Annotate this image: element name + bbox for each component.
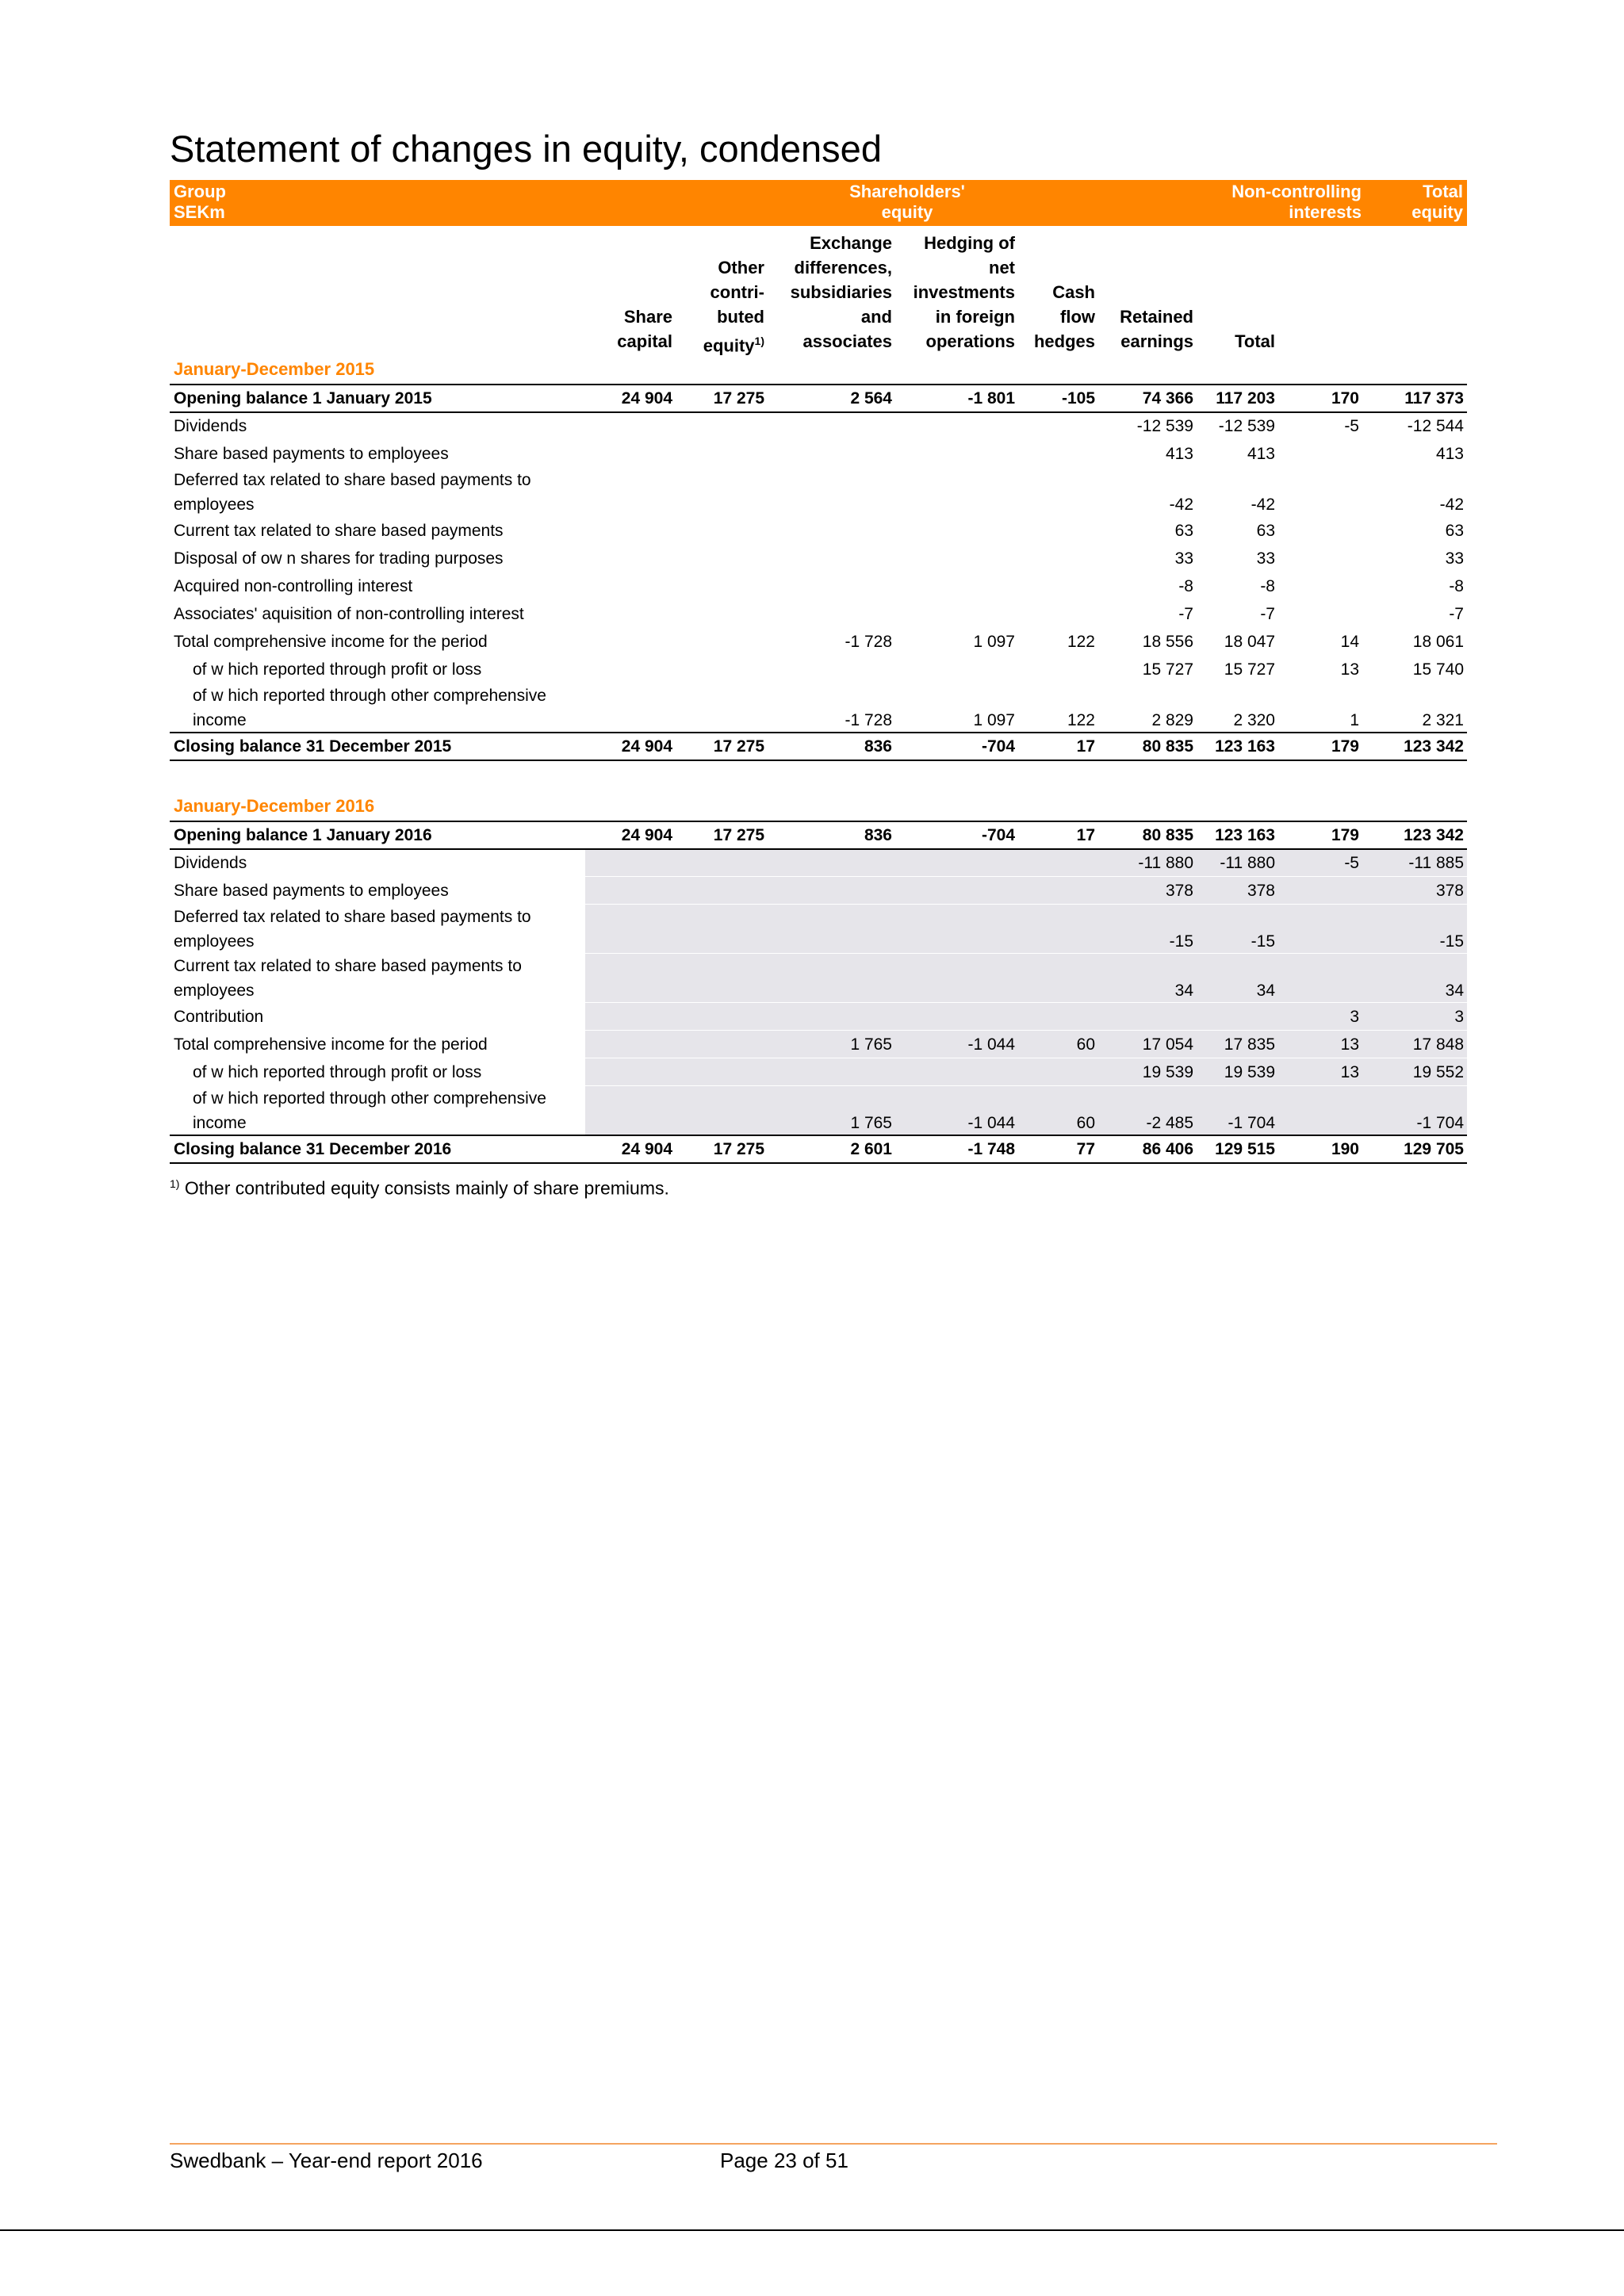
cell-value: 19 539 bbox=[1224, 1063, 1275, 1081]
cell-value: 80 835 bbox=[1142, 737, 1193, 756]
cell-value: 2 601 bbox=[850, 1140, 892, 1158]
cell-value: 2 320 bbox=[1233, 711, 1275, 729]
table-row bbox=[170, 683, 1467, 733]
cell-value: 24 904 bbox=[621, 826, 672, 844]
cell-value: 1 097 bbox=[973, 633, 1015, 651]
cell-value: 24 904 bbox=[621, 389, 672, 408]
row-label: Total comprehensive income for the period bbox=[174, 1035, 488, 1054]
column-header-2-line-3: buted bbox=[717, 307, 764, 327]
page-title: Statement of changes in equity, condensed bbox=[170, 128, 882, 170]
column-header-6-line-2: earnings bbox=[1120, 331, 1193, 351]
column-header-4-line-2: net bbox=[989, 258, 1015, 277]
header-total-line2: equity bbox=[1411, 202, 1463, 222]
column-header-4-line-5: operations bbox=[925, 331, 1015, 351]
cell-value: -1 044 bbox=[967, 1114, 1015, 1132]
cell-value: 413 bbox=[1435, 445, 1464, 463]
cell-value: 33 bbox=[1445, 549, 1464, 568]
cell-value: 15 727 bbox=[1142, 660, 1193, 679]
cell-value: -2 485 bbox=[1146, 1114, 1193, 1132]
table-row bbox=[170, 954, 1467, 1003]
cell-value: 33 bbox=[1256, 549, 1275, 568]
cell-value: 13 bbox=[1340, 660, 1359, 679]
cell-value: 170 bbox=[1331, 389, 1359, 408]
cell-value: 60 bbox=[1076, 1035, 1095, 1054]
cell-value: 60 bbox=[1076, 1114, 1095, 1132]
cell-value: 122 bbox=[1067, 633, 1095, 651]
row-label: Closing balance 31 December 2016 bbox=[174, 1140, 452, 1158]
cell-value: 117 203 bbox=[1216, 389, 1275, 408]
cell-value: 2 321 bbox=[1422, 711, 1464, 729]
cell-value: 123 163 bbox=[1215, 826, 1275, 844]
cell-value: 18 061 bbox=[1412, 633, 1464, 651]
table-row bbox=[170, 412, 1467, 440]
cell-value: 13 bbox=[1340, 1063, 1359, 1081]
cell-value: 179 bbox=[1331, 737, 1359, 756]
header-group: Group bbox=[174, 182, 226, 201]
column-header-2-line-1: Other bbox=[718, 258, 764, 277]
section-title: January-December 2016 bbox=[174, 796, 375, 816]
header-sekm: SEKm bbox=[174, 202, 225, 222]
column-header-4-line-3: investments bbox=[913, 282, 1015, 302]
cell-value: -11 880 bbox=[1138, 854, 1193, 872]
column-header-4-line-4: in foreign bbox=[935, 307, 1015, 327]
table-row bbox=[170, 517, 1467, 545]
cell-value: 17 275 bbox=[713, 737, 764, 756]
column-header-1-line-1: Share bbox=[623, 307, 672, 327]
cell-value: -15 bbox=[1169, 932, 1193, 951]
cell-value: 77 bbox=[1076, 1140, 1095, 1158]
cell-value: 14 bbox=[1340, 633, 1359, 651]
cell-value: 15 740 bbox=[1412, 660, 1464, 679]
cell-value: -12 539 bbox=[1136, 417, 1193, 435]
section-title: January-December 2015 bbox=[174, 359, 375, 379]
row-label: Deferred tax related to share based payments to bbox=[174, 471, 531, 489]
cell-value: -7 bbox=[1449, 605, 1464, 623]
cell-value: 3 bbox=[1350, 1008, 1359, 1026]
bottom-rule bbox=[0, 2229, 1624, 2231]
cell-value: 24 904 bbox=[621, 737, 672, 756]
cell-value: 1 097 bbox=[973, 711, 1015, 729]
table-row bbox=[170, 656, 1467, 683]
header-shareholders-line1: Shareholders' bbox=[849, 182, 965, 201]
table-row bbox=[170, 1086, 1467, 1135]
cell-value: 17 054 bbox=[1142, 1035, 1193, 1054]
row-label: Share based payments to employees bbox=[174, 882, 449, 900]
cell-value: -1 044 bbox=[967, 1035, 1015, 1054]
footer-rule bbox=[170, 2143, 1497, 2145]
column-header-3-line-3: subsidiaries bbox=[790, 282, 892, 302]
cell-value: 24 904 bbox=[621, 1140, 672, 1158]
cell-value: 378 bbox=[1247, 882, 1275, 900]
row-label: Closing balance 31 December 2015 bbox=[174, 737, 452, 756]
row-label: income bbox=[193, 711, 247, 729]
footnote bbox=[170, 1177, 669, 1200]
table-row bbox=[170, 1058, 1467, 1086]
cell-value: -1 748 bbox=[967, 1140, 1015, 1158]
cell-value: -8 bbox=[1449, 577, 1464, 595]
cell-value: 123 163 bbox=[1215, 737, 1275, 756]
cell-value: 17 835 bbox=[1224, 1035, 1275, 1054]
row-label: Opening balance 1 January 2016 bbox=[174, 826, 432, 844]
column-header-3-line-4: and bbox=[860, 307, 892, 327]
row-label: of w hich reported through other comprehensive bbox=[193, 687, 546, 705]
table-row bbox=[170, 440, 1467, 468]
cell-value: 13 bbox=[1340, 1035, 1359, 1054]
cell-value: 63 bbox=[1174, 522, 1193, 540]
footnote-mark: 1) bbox=[170, 1177, 180, 1190]
cell-value: -704 bbox=[981, 826, 1015, 844]
cell-value: -12 544 bbox=[1407, 417, 1464, 435]
cell-value: 34 bbox=[1174, 982, 1193, 1000]
row-label: Acquired non-controlling interest bbox=[174, 577, 413, 595]
balance-row bbox=[170, 733, 1467, 760]
cell-value: -11 880 bbox=[1220, 854, 1275, 872]
table-header-band bbox=[170, 180, 1467, 226]
cell-value: 63 bbox=[1445, 522, 1464, 540]
row-label: Total comprehensive income for the period bbox=[174, 633, 488, 651]
cell-value: -1 728 bbox=[845, 711, 892, 729]
cell-value: -42 bbox=[1439, 496, 1464, 514]
cell-value: -42 bbox=[1169, 496, 1193, 514]
cell-value: -5 bbox=[1344, 854, 1359, 872]
row-label: Dividends bbox=[174, 417, 247, 435]
cell-value: 129 515 bbox=[1215, 1140, 1275, 1158]
table-row bbox=[170, 1003, 1467, 1031]
footer-report-name: Swedbank – Year-end report 2016 bbox=[170, 2149, 483, 2172]
row-label: Current tax related to share based payments bbox=[174, 522, 504, 540]
cell-value: -12 539 bbox=[1218, 417, 1275, 435]
column-header-2-line-4 bbox=[703, 329, 764, 358]
cell-value: 74 366 bbox=[1142, 389, 1193, 408]
cell-value: 117 373 bbox=[1404, 389, 1464, 408]
column-header-3-line-2: differences, bbox=[794, 258, 892, 277]
balance-row bbox=[170, 821, 1467, 849]
cell-value: 80 835 bbox=[1142, 826, 1193, 844]
column-header-1-line-2: capital bbox=[617, 331, 672, 351]
footer-page-number: Page 23 of 51 bbox=[720, 2149, 848, 2172]
cell-value: 2 564 bbox=[850, 389, 892, 408]
row-rule-bottom bbox=[170, 1162, 1467, 1164]
column-header-2-line-2: contri- bbox=[710, 282, 764, 302]
table-row bbox=[170, 628, 1467, 656]
column-header-3-line-5: associates bbox=[802, 331, 892, 351]
cell-value: 1 bbox=[1350, 711, 1359, 729]
cell-value: -42 bbox=[1251, 496, 1275, 514]
cell-value: 122 bbox=[1067, 711, 1095, 729]
cell-value: -11 885 bbox=[1408, 854, 1464, 872]
table-row bbox=[170, 877, 1467, 905]
cell-value: 17 bbox=[1076, 737, 1095, 756]
cell-value: 1 765 bbox=[850, 1035, 892, 1054]
row-label: Current tax related to share based payments to bbox=[174, 957, 522, 975]
cell-value: 17 275 bbox=[713, 826, 764, 844]
cell-value: -8 bbox=[1178, 577, 1193, 595]
cell-value: -1 801 bbox=[967, 389, 1015, 408]
column-header-6-line-1: Retained bbox=[1120, 307, 1193, 327]
cell-value: -5 bbox=[1344, 417, 1359, 435]
row-label: of w hich reported through profit or loss bbox=[193, 660, 482, 679]
cell-value: 19 539 bbox=[1142, 1063, 1193, 1081]
cell-value: 378 bbox=[1165, 882, 1193, 900]
cell-value: 836 bbox=[864, 826, 892, 844]
row-label: of w hich reported through other comprehensive bbox=[193, 1089, 546, 1108]
cell-value: -8 bbox=[1260, 577, 1275, 595]
row-label: Dividends bbox=[174, 854, 247, 872]
table-row bbox=[170, 600, 1467, 628]
column-header-5-line-3: hedges bbox=[1033, 331, 1095, 351]
cell-value: -15 bbox=[1439, 932, 1464, 951]
column-header-7-line-1: Total bbox=[1235, 331, 1275, 351]
footnote-text: Other contributed equity consists mainly of share premiums. bbox=[179, 1177, 669, 1199]
table-row bbox=[170, 468, 1467, 517]
column-header-3-line-1: Exchange bbox=[810, 233, 892, 253]
cell-value: 413 bbox=[1165, 445, 1193, 463]
cell-value: 19 552 bbox=[1412, 1063, 1464, 1081]
column-header-text: equity bbox=[703, 335, 755, 356]
column-header-5-line-1: Cash bbox=[1052, 282, 1095, 302]
row-label: employees bbox=[174, 982, 255, 1000]
cell-value: -15 bbox=[1251, 932, 1275, 951]
footnote-ref: 1) bbox=[754, 335, 764, 347]
column-header-4-line-1: Hedging of bbox=[924, 233, 1015, 253]
row-label: Disposal of ow n shares for trading purposes bbox=[174, 549, 504, 568]
table-row bbox=[170, 905, 1467, 954]
cell-value: 123 342 bbox=[1404, 737, 1464, 756]
cell-value: 18 047 bbox=[1224, 633, 1275, 651]
balance-row bbox=[170, 1135, 1467, 1163]
cell-value: 123 342 bbox=[1404, 826, 1464, 844]
cell-value: 33 bbox=[1174, 549, 1193, 568]
cell-value: -1 728 bbox=[845, 633, 892, 651]
cell-value: 836 bbox=[864, 737, 892, 756]
cell-value: 34 bbox=[1445, 982, 1464, 1000]
row-label: Share based payments to employees bbox=[174, 445, 449, 463]
cell-value: 17 275 bbox=[713, 1140, 764, 1158]
cell-value: 378 bbox=[1435, 882, 1464, 900]
header-nci-line1: Non-controlling bbox=[1231, 182, 1362, 201]
row-label: of w hich reported through profit or loss bbox=[193, 1063, 482, 1081]
row-rule-bottom bbox=[170, 760, 1467, 761]
row-label: Opening balance 1 January 2015 bbox=[174, 389, 432, 408]
cell-value: 3 bbox=[1454, 1008, 1464, 1026]
column-header-5-line-2: flow bbox=[1060, 307, 1095, 327]
header-nci-line2: interests bbox=[1289, 202, 1362, 222]
cell-value: 18 556 bbox=[1142, 633, 1193, 651]
table-row bbox=[170, 572, 1467, 600]
cell-value: 86 406 bbox=[1142, 1140, 1193, 1158]
row-label: employees bbox=[174, 932, 255, 951]
cell-value: -704 bbox=[981, 737, 1015, 756]
table-row bbox=[170, 545, 1467, 572]
cell-value: 17 275 bbox=[713, 389, 764, 408]
cell-value: 190 bbox=[1331, 1140, 1359, 1158]
cell-value: 179 bbox=[1331, 826, 1359, 844]
cell-value: 17 bbox=[1076, 826, 1095, 844]
cell-value: -7 bbox=[1260, 605, 1275, 623]
table-row bbox=[170, 1031, 1467, 1058]
cell-value: 63 bbox=[1256, 522, 1275, 540]
cell-value: -1 704 bbox=[1228, 1114, 1275, 1132]
cell-value: 129 705 bbox=[1404, 1140, 1464, 1158]
cell-value: 413 bbox=[1247, 445, 1275, 463]
cell-value: -7 bbox=[1178, 605, 1193, 623]
cell-value: 2 829 bbox=[1151, 711, 1193, 729]
table-row bbox=[170, 849, 1467, 877]
cell-value: 1 765 bbox=[850, 1114, 892, 1132]
row-label: Deferred tax related to share based payments to bbox=[174, 908, 531, 926]
cell-value: 15 727 bbox=[1224, 660, 1275, 679]
header-total-line1: Total bbox=[1423, 182, 1463, 201]
cell-value: -105 bbox=[1061, 389, 1095, 408]
cell-value: 17 848 bbox=[1412, 1035, 1464, 1054]
cell-value: -1 704 bbox=[1416, 1114, 1464, 1132]
row-label: Associates' aquisition of non-controlling interest bbox=[174, 605, 524, 623]
header-shareholders-line2: equity bbox=[881, 202, 933, 222]
cell-value: 34 bbox=[1256, 982, 1275, 1000]
balance-row bbox=[170, 385, 1467, 412]
row-label: employees bbox=[174, 496, 255, 514]
row-label: income bbox=[193, 1114, 247, 1132]
row-label: Contribution bbox=[174, 1008, 264, 1026]
